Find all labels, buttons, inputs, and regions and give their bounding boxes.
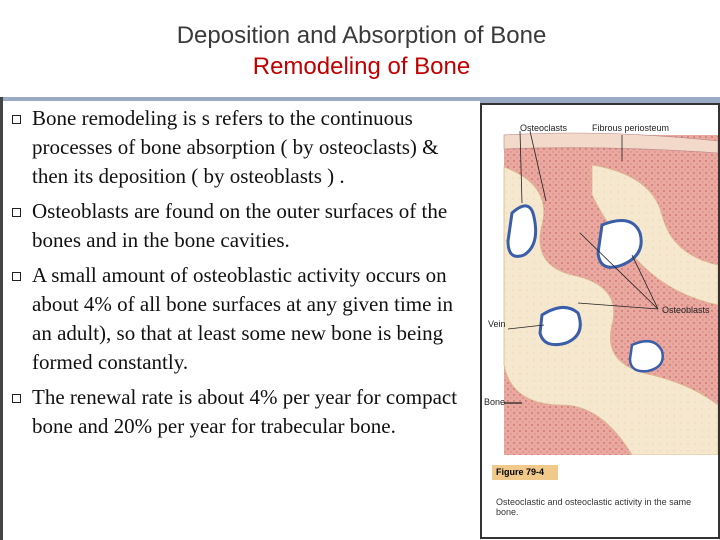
figure-number-tag: Figure 79-4 [492,465,558,480]
slide-subtitle: Remodeling of Bone [252,53,471,80]
bullet-list [0,104,478,447]
bullet-text: Bone remodeling is s refers to the continuous processes of bone absorption ( by osteoclasts) & then its deposition ( by osteoblasts ) . [32,106,439,188]
label-osteoblasts: Osteoblasts [662,305,710,315]
bullet-item [0,104,478,191]
bullet-text: The renewal rate is about 4% per year for compact bone and 20% per year for trabecular bone. [32,385,458,438]
bullet-text: A small amount of osteoblastic activity occurs on about 4% of all bone surfaces at any given time in an adult), so that at least some new bone is being formed constantly. [32,263,454,374]
square-bullet-icon [12,272,21,281]
square-bullet-icon [12,208,21,217]
bullet-item [0,261,478,377]
bullet-text: Osteoblasts are found on the outer surfaces of the bones and in the bone cavities. [32,199,448,252]
bullet-item [0,383,478,441]
bone-remodeling-figure [480,103,720,539]
label-bone: Bone [484,397,506,407]
label-osteoclasts: Osteoclasts [520,123,568,133]
slide-title: Deposition and Absorption of Bone [176,22,547,49]
bone-tissue-illustration [482,105,718,455]
square-bullet-icon [12,394,21,403]
square-bullet-icon [12,115,21,124]
bullet-item [0,197,478,255]
label-vein: Vein [488,319,506,329]
figure-caption: Osteoclastic and osteoclastic activity in the same bone. [496,497,692,517]
label-fibrous-periosteum: Fibrous periosteum [592,123,670,133]
title-block [0,22,720,81]
